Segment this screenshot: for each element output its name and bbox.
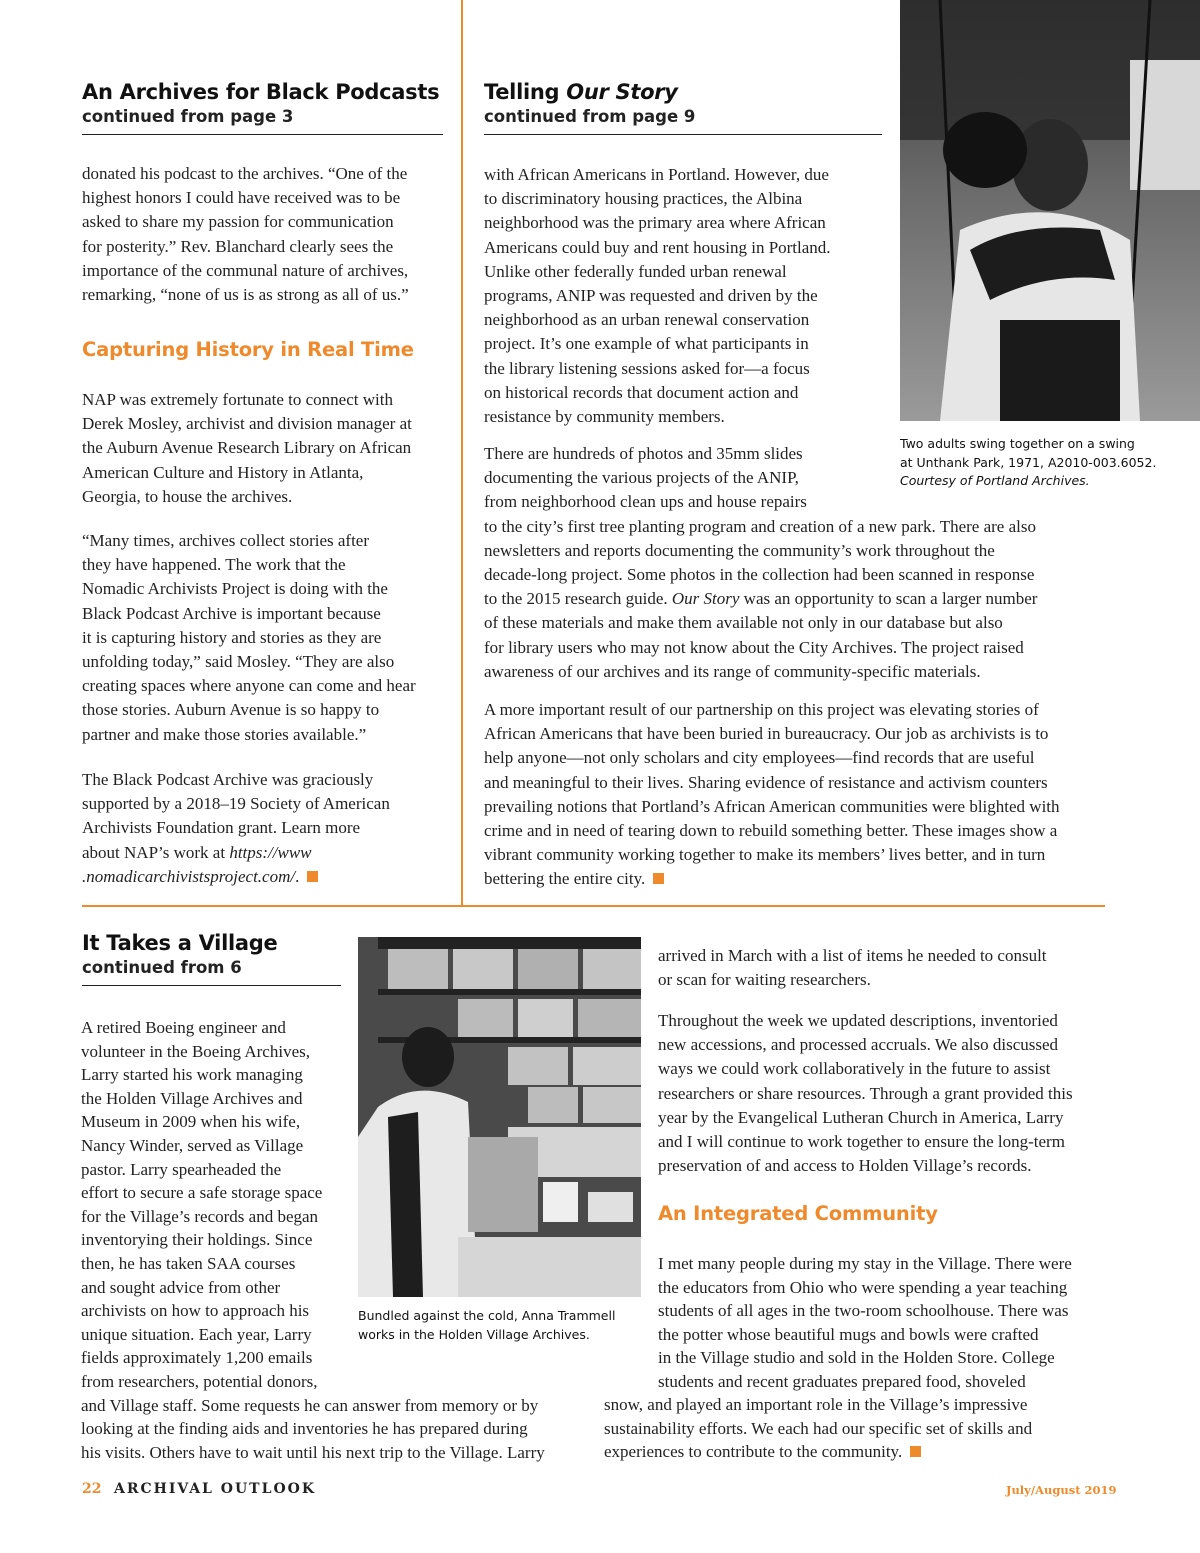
text-span: to the 2015 research guide. [484,589,668,609]
end-mark-icon [910,1446,921,1457]
article3-col2-para2 [658,1009,1073,1178]
text-line: highest honors I could have received was to be [82,188,401,208]
text-line: neighborhood as an urban renewal conservation [484,310,810,330]
text-line: awareness of our archives and its range of community-specific materials. [484,661,981,681]
text-line: asked to share my passion for communication [82,212,394,232]
article3-continued: continued from 6 [82,958,242,977]
text-line: decade-long project. Some photos in the collection had been scanned in response [484,565,1035,585]
text-line: those stories. Auburn Avenue is so happy to [82,700,380,720]
text-line: from researchers, potential donors, [81,1371,318,1391]
text-line: Derek Mosley, archivist and division manager at [82,414,412,434]
section-heading-capturing-history: Capturing History in Real Time [82,338,414,361]
title-text: Telling [484,80,567,104]
text-line: and sought advice from other [81,1277,281,1297]
article1-rule [82,134,443,135]
text-line: for posterity.” Rev. Blanchard clearly sees the [82,236,394,256]
text-line: importance of the communal nature of archives, [82,260,409,280]
text-line: for the Village’s records and began [81,1206,319,1226]
article1-title: An Archives for Black Podcasts [82,80,440,104]
text-line: Nomadic Archivists Project is doing with the [82,579,388,599]
article3-title: It Takes a Village [82,931,278,955]
article2-para1 [484,163,831,429]
text-line: pastor. Larry spearheaded the [81,1159,282,1179]
text-line: and Village staff. Some requests he can answer from memory or by [81,1395,539,1415]
article2-para2 [484,442,1037,684]
issue-date: July/August 2019 [1006,1483,1117,1497]
article1-para3 [82,529,416,747]
text-line: inventorying their holdings. Since [81,1230,313,1250]
text-line [484,587,1037,611]
text-line: effort to secure a safe storage space [81,1183,323,1203]
text-line: looking at the finding aids and inventories he has prepared during [81,1419,528,1439]
title-italic-text: Our Story [566,80,678,104]
text-line: partner and make those stories available.” [82,724,367,744]
article2-para3 [484,698,1060,892]
text-line: There are hundreds of photos and 35mm slides [484,444,803,463]
text-line: the potter whose beautiful mugs and bowls were crafted [658,1324,1039,1344]
text-line: resistance by community members. [484,407,725,427]
swing-photo-image [900,0,1200,421]
text-line: prevailing notions that Portland’s African American communities were blighted with [484,796,1060,816]
text-line: crime and in need of tearing down to rebuild something better. These images show a [484,821,1058,841]
publication-name: ARCHIVAL OUTLOOK [114,1481,316,1497]
article1-para1 [82,162,409,307]
article2-rule [484,134,882,135]
article3-rule [82,985,341,986]
text-line: unfolding today,” said Mosley. “They are also [82,652,395,672]
text-line [484,867,1060,891]
text-line: they have happened. The work that the [82,555,346,575]
nap-url-link-continued[interactable]: .nomadicarchivistsproject.com/ [82,866,296,886]
text-line: and I will continue to work together to ensure the long-term [658,1132,1065,1152]
text-line: programs, ANIP was requested and driven by the [484,286,818,306]
text-span: experiences to contribute to the community. [604,1442,903,1461]
text-line: The Black Podcast Archive was graciously [82,770,374,789]
text-line: Georgia, to house the archives. [82,486,293,506]
text-line: of these materials and make them available not only in our database but also [484,613,1003,633]
text-line: the educators from Ohio who were spending a year teaching [658,1277,1068,1297]
text-line: I met many people during my stay in the Village. There were [658,1254,1072,1273]
swing-photo [900,0,1200,421]
text-line: NAP was extremely fortunate to connect with [82,390,393,409]
text-line: the Auburn Avenue Research Library on African [82,438,412,458]
text-line: students of all ages in the two-room schoolhouse. There was [658,1301,1069,1320]
text-line: snow, and played an important role in the Village’s impressive [604,1395,1028,1414]
text-line: Archivists Foundation grant. Learn more [82,818,361,838]
article3-col2-para3 [658,1252,1072,1393]
text-line: in the Village studio and sold in the Holden Store. College [658,1348,1055,1367]
text-span: about NAP’s work at [82,842,230,862]
text-line [604,1440,1032,1464]
text-line: then, he has taken SAA courses [81,1253,296,1273]
text-line: remarking, “none of us is as strong as all of us.” [82,285,409,305]
caption-line: Two adults swing together on a swing [900,436,1135,451]
text-line: arrived in March with a list of items he needed to consult [658,946,1047,965]
text-line: help anyone—not only scholars and city employees—find records that are useful [484,748,1035,768]
text-line: to discriminatory housing practices, the Albina [484,189,803,209]
text-line: Black Podcast Archive is important because [82,603,381,623]
text-line: year by the Evangelical Lutheran Church in America, Larry [658,1107,1064,1127]
nap-url-link[interactable]: https://www [229,842,312,862]
page-number: 22 [82,1481,102,1497]
text-line: ways we could work collaboratively in the future to assist [658,1059,1051,1079]
section-divider [82,905,1105,907]
text-line: fields approximately 1,200 emails [81,1348,313,1368]
text-line: A retired Boeing engineer and [81,1018,286,1037]
text-line: it is capturing history and stories as they are [82,627,382,647]
text-line: preservation of and access to Holden Village’s records. [658,1156,1032,1176]
text-line: sustainability efforts. We each had our specific set of skills and [604,1418,1033,1438]
text-line: to the city’s first tree planting program and creation of a new park. There are also [484,516,1036,536]
article2-continued: continued from page 9 [484,107,696,126]
text-span: bettering the entire city. [484,869,646,889]
article3-col2-para3-wide [604,1393,1032,1464]
text-line: the Holden Village Archives and [81,1088,303,1108]
end-mark-icon [653,873,664,884]
text-line: donated his podcast to the archives. “One of the [82,164,408,183]
section-heading-integrated-community: An Integrated Community [658,1202,938,1225]
text-line: his visits. Others have to wait until his next trip to the Village. Larry [81,1442,545,1462]
article2-title [484,79,678,105]
text-line [82,841,390,865]
text-line: from neighborhood clean ups and house repairs [484,492,807,512]
text-line: researchers or share resources. Through a grant provided this [658,1083,1073,1103]
text-line: for library users who may not know about the City Archives. The project raised [484,637,1024,657]
text-line: and meaningful to their lives. Sharing evidence of resistance and activism counters [484,772,1048,792]
text-line: vibrant community working together to make its members’ lives better, and in turn [484,845,1046,865]
text-line [82,865,390,889]
text-line: newsletters and reports documenting the community’s work throughout the [484,540,995,560]
caption-line: works in the Holden Village Archives. [358,1326,590,1342]
caption-line: Bundled against the cold, Anna Trammell [358,1308,616,1323]
text-line: Americans could buy and rent housing in Portland. [484,237,831,257]
text-line: “Many times, archives collect stories after [82,531,369,550]
text-line: creating spaces where anyone can come and hear [82,676,416,696]
article3-para1 [81,1016,545,1464]
text-line: project. It’s one example of what participants in [484,334,809,354]
text-italic: Our Story [671,589,740,609]
text-line: American Culture and History in Atlanta, [82,462,364,482]
text-line: students and recent graduates prepared food, shoveled [658,1371,1026,1391]
text-line: Larry started his work managing [81,1065,303,1085]
text-line: supported by a 2018–19 Society of American [82,794,390,814]
article3-col2-para1 [658,944,1047,992]
text-line: Throughout the week we updated descriptions, inventoried [658,1011,1058,1030]
text-line: the library listening sessions asked for—a focus [484,358,810,378]
text-line: with African Americans in Portland. However, due [484,165,829,184]
text-line: on historical records that document action and [484,382,799,402]
end-mark-icon [307,871,318,882]
text-line: unique situation. Each year, Larry [81,1324,312,1344]
article1-continued: continued from page 3 [82,107,294,126]
article1-para4 [82,768,390,889]
text-line: A more important result of our partnership on this project was elevating stories of [484,700,1039,719]
caption-line: at Unthank Park, 1971, A2010-003.6052. [900,454,1157,470]
text-line: African Americans that have been buried in bureaucracy. Our job as archivists is to [484,724,1049,744]
article1-para2 [82,388,412,509]
text-line: Nancy Winder, served as Village [81,1135,304,1155]
text-line: Unlike other federally funded urban renewal [484,261,787,281]
text-span: . [295,866,300,886]
text-line: archivists on how to approach his [81,1301,310,1321]
text-line: neighborhood was the primary area where African [484,213,826,233]
text-line: documenting the various projects of the ANIP, [484,468,799,488]
text-line: volunteer in the Boeing Archives, [81,1041,310,1061]
text-span: was an opportunity to scan a larger number [739,589,1038,609]
caption-credit: Courtesy of Portland Archives. [900,473,1090,488]
text-line: new accessions, and processed accruals. We also discussed [658,1035,1059,1055]
text-line: Museum in 2009 when his wife, [81,1112,301,1132]
text-line: or scan for waiting researchers. [658,970,871,990]
column-divider [461,0,463,905]
